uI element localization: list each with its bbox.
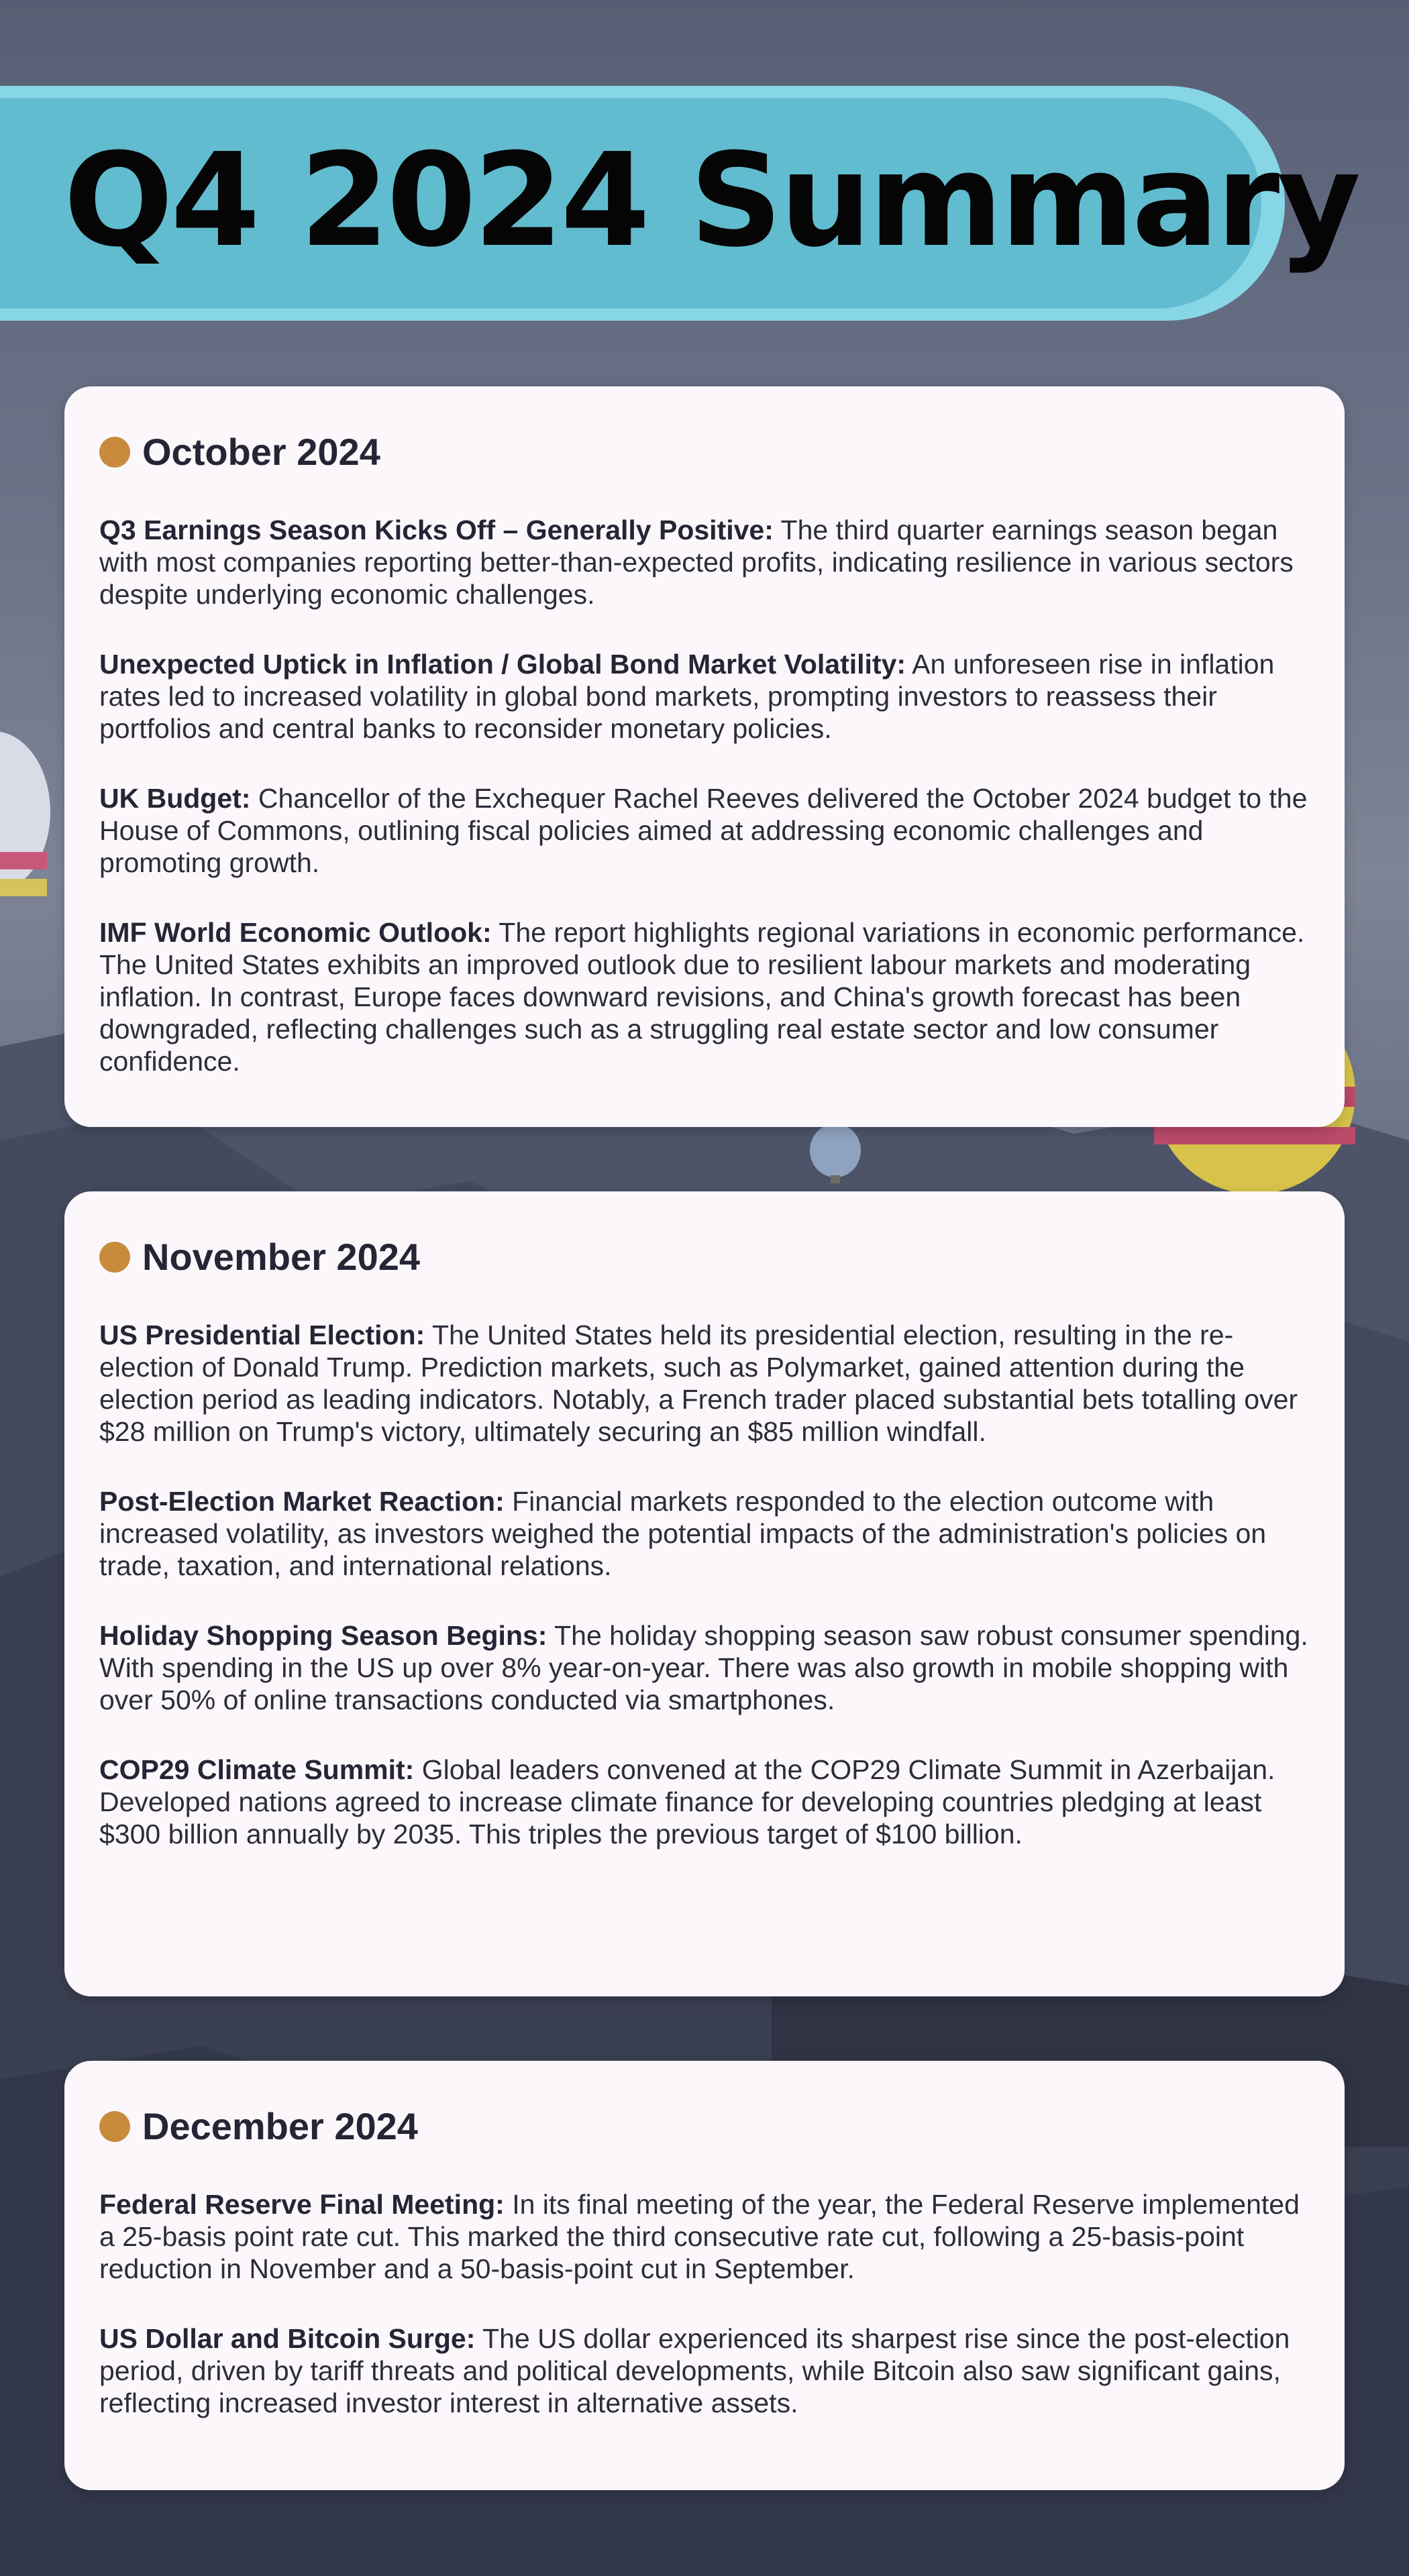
summary-item-text: An unforeseen rise in inflation rates led to increased volatility in global bond markets, prompting investors to reassess their portfolios and central banks to reconsider monetary policies.: [99, 649, 1275, 744]
summary-item-heading: UK Budget:: [99, 783, 251, 814]
month-card-october: [64, 386, 1345, 1127]
summary-item: [99, 1754, 1310, 1850]
summary-item: [99, 1485, 1310, 1582]
summary-item-heading: Federal Reserve Final Meeting:: [99, 2189, 505, 2220]
month-header: [99, 2100, 1310, 2153]
summary-item-text: Global leaders convened at the COP29 Climate Summit in Azerbaijan. Developed nations agreed to increase climate finance for developing countries pledging at least $300 billion annually by 2035. This triples the previous target of $100 billion.: [99, 1754, 1275, 1849]
summary-item-heading: US Dollar and Bitcoin Surge:: [99, 2323, 476, 2354]
summary-item-heading: Unexpected Uptick in Inflation / Global Bond Market Volatility:: [99, 649, 906, 680]
month-header: [99, 425, 1310, 479]
summary-item-text: The US dollar experienced its sharpest rise since the post-election period, driven by tariff threats and political developments, while Bitcoin also saw significant gains, reflecting increased investor interest in alternative assets.: [99, 2323, 1290, 2418]
summary-item: [99, 916, 1310, 1077]
page-title: Q4 2024 Summary: [64, 126, 1359, 276]
summary-item-text: Chancellor of the Exchequer Rachel Reeves delivered the October 2024 budget to the House of Commons, outlining fiscal policies aimed at addressing economic challenges and promoting growth.: [99, 783, 1308, 878]
summary-item: [99, 782, 1310, 879]
summary-item: [99, 514, 1310, 610]
summary-item: [99, 1619, 1310, 1716]
summary-item: [99, 2322, 1310, 2419]
month-title: December 2024: [142, 2105, 418, 2147]
summary-item-heading: US Presidential Election:: [99, 1320, 425, 1350]
bullet-dot-icon: [99, 1242, 130, 1273]
summary-item-text: The United States held its presidential election, resulting in the re-election of Donald Trump. Prediction markets, such as Polymarket, gained attention during the election period as leading indicators. Notably, a French trader placed substantial bets totalling over $28 million on Trump's victory, ultimately securing an $85 million windfall.: [99, 1320, 1298, 1447]
summary-item-text: Financial markets responded to the election outcome with increased volatility, as investors weighed the potential impacts of the administration's policies on trade, taxation, and international relations.: [99, 1486, 1267, 1581]
summary-item-text: The report highlights regional variations in economic performance. The United States exhibits an improved outlook due to resilient labour markets and moderating inflation. In contrast, Europe faces downward revisions, and China's growth forecast has been downgraded, reflecting challenges such as a struggling real estate sector and low consumer confidence.: [99, 917, 1305, 1077]
summary-item-heading: Holiday Shopping Season Begins:: [99, 1620, 547, 1651]
summary-item-heading: COP29 Climate Summit:: [99, 1754, 415, 1785]
month-card-november: [64, 1191, 1345, 1996]
month-title: October 2024: [142, 431, 380, 473]
summary-item-text: The holiday shopping season saw robust consumer spending. With spending in the US up over 8% year-on-year. There was also growth in mobile shopping with over 50% of online transactions conducted via smartphones.: [99, 1620, 1308, 1715]
summary-item-heading: Post-Election Market Reaction:: [99, 1486, 505, 1517]
bullet-dot-icon: [99, 437, 130, 468]
summary-item-text: The third quarter earnings season began with most companies reporting better-than-expected profits, indicating resilience in various sectors despite underlying economic challenges.: [99, 515, 1294, 610]
month-title: November 2024: [142, 1236, 421, 1278]
summary-item-heading: Q3 Earnings Season Kicks Off – Generally Positive:: [99, 515, 774, 545]
summary-item-heading: IMF World Economic Outlook:: [99, 917, 492, 948]
summary-item: [99, 2188, 1310, 2285]
summary-item: [99, 1319, 1310, 1448]
summary-item-text: In its final meeting of the year, the Federal Reserve implemented a 25-basis point rate cut. This marked the third consecutive rate cut, following a 25-basis-point reduction in November and a 50-basis-point cut in September.: [99, 2189, 1300, 2284]
month-header: [99, 1230, 1310, 1284]
bullet-dot-icon: [99, 2111, 130, 2142]
summary-item: [99, 648, 1310, 745]
month-card-december: [64, 2061, 1345, 2490]
hot-air-balloon-left: [0, 731, 50, 896]
